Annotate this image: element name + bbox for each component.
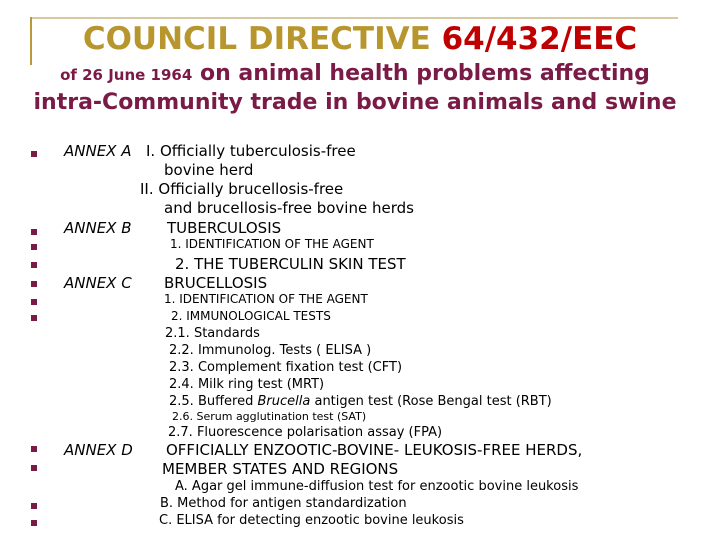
bullet-marker [31,520,37,526]
bullet-marker [31,299,37,305]
annex-c-sub-5-post: antigen test (Rose Bengal test (RBT) [310,394,552,409]
bullet-marker [31,315,37,321]
annex-a-label: ANNEX A [64,142,132,160]
title-directive-number: 64/432/EEC [441,21,638,57]
subtitle-line-1 [0,60,710,89]
annex-b-heading: TUBERCULOSIS [167,219,282,237]
annex-c-sub-1: 2.1. Standards [165,326,260,341]
bullet-marker [31,151,37,157]
annex-c-item-2: 2. IMMUNOLOGICAL TESTS [171,309,331,323]
bullet-marker [31,503,37,509]
annex-b-label: ANNEX B [64,219,132,237]
annex-d-item-c: C. ELISA for detecting enzootic bovine leukosis [159,513,464,528]
annex-c-sub-4: 2.4. Milk ring test (MRT) [169,377,325,392]
page-subtitle [0,60,710,116]
annex-a-item-2: II. Officially brucellosis-free [140,180,344,198]
annex-b-item-1: 1. IDENTIFICATION OF THE AGENT [170,237,374,251]
subtitle-date: of 26 June 1964 [60,66,193,84]
annex-c-heading: BRUCELLOSIS [164,274,268,292]
bullet-marker [31,281,37,287]
annex-c-sub-2: 2.2. Immunolog. Tests ( ELISA ) [169,343,372,358]
annex-c-sub-5 [169,394,552,410]
annex-c-item-1: 1. IDENTIFICATION OF THE AGENT [164,292,368,306]
bullet-marker [31,465,37,471]
annex-a-item-2-cont: and brucellosis-free bovine herds [164,199,414,217]
bullet-marker [31,262,37,268]
annex-c-sub-3: 2.3. Complement fixation test (CFT) [169,360,403,375]
bullet-marker [31,446,37,452]
annex-b-item-2: 2. THE TUBERCULIN SKIN TEST [175,255,406,273]
annex-a-item-1: I. Officially tuberculosis-free [146,142,356,160]
bullet-marker [31,229,37,235]
annex-d-heading-line-2: MEMBER STATES AND REGIONS [162,460,399,478]
annex-c-sub-7: 2.7. Fluorescence polarisation assay (FPA) [168,425,443,440]
bullet-marker [31,244,37,250]
annex-c-sub-5-italic: Brucella [257,394,311,409]
annex-d-label: ANNEX D [64,441,133,459]
annex-d-item-b: B. Method for antigen standardization [160,496,407,511]
annex-a-item-1-cont: bovine herd [164,161,254,179]
subtitle-line1-rest: on animal health problems affecting [192,61,650,86]
annex-c-sub-6: 2.6. Serum agglutination test (SAT) [172,410,367,423]
annex-d-item-a: A. Agar gel immune-diffusion test for enzootic bovine leukosis [175,479,579,494]
annex-c-label: ANNEX C [64,274,132,292]
annex-c-sub-5-pre: 2.5. Buffered [169,394,258,409]
annex-d-heading-line-1: OFFICIALLY ENZOOTIC-BOVINE- LEUKOSIS-FREE HERDS, [166,441,583,459]
title-main: COUNCIL DIRECTIVE [82,21,442,57]
page-title [0,19,720,59]
subtitle-line-2: intra-Community trade in bovine animals and swine [33,90,677,115]
